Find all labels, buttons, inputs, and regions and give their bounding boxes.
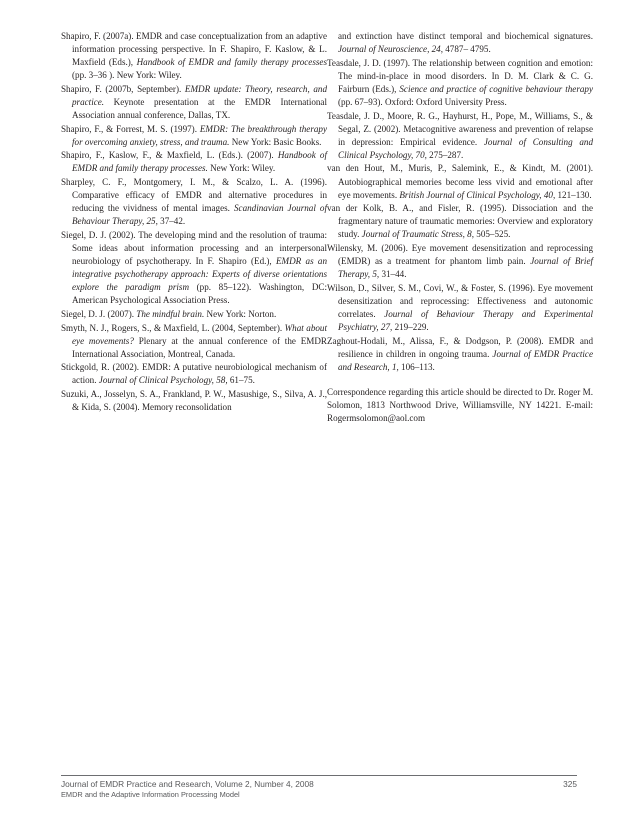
reference-entry: Shapiro, F., Kaslow, F., & Maxfield, L. (Eds.). (2007). Handbook of EMDR and family therapy processes. New York: Wiley. <box>61 150 328 174</box>
journal-citation: Journal of EMDR Practice and Research, Volume 2, Number 4, 2008 <box>61 779 314 789</box>
reference-entry: Wilson, D., Silver, S. M., Covi, W., & Foster, S. (1996). Eye movement desensitization and reprocessing: Effectiveness and autonomic correlates. Journal of Behaviour Therapy and Experimental Psychiatry, 27, 219–229. <box>327 282 593 333</box>
reference-entry: Zaghout-Hodali, M., Alissa, F., & Dodgson, P. (2008). EMDR and resilience in children in ongoing trauma. Journal of EMDR Practice and Research, 1, 106–113. <box>327 335 593 372</box>
reference-entry: Sharpley, C. F., Montgomery, I. M., & Scalzo, L. A. (1996). Comparative efficacy of EMDR and alternative procedures in reducing the vividness of mental images. Scandinavian Journal of Behaviour Therapy, 25, 37–42. <box>61 177 327 227</box>
reference-entry: Teasdale, J. D., Moore, R. G., Hayhurst, H., Pope, M., Williams, S., & Segal, Z. (2002). Metacognitive awareness and prevention of relapse in depression: Empirical evidence. Journal of Consulting and Clinical Psychology, 70, 275–287. <box>327 110 593 160</box>
reference-entry: Wilensky, M. (2006). Eye movement desensitization and reprocessing (EMDR) as a treatment for phantom limb pain. Journal of Brief Therapy, 5, 31–44. <box>327 243 594 280</box>
reference-entry: Smyth, N. J., Rogers, S., & Maxfield, L. (2004, September). What about eye movements? Plenary at the annual conference of the EMDR International Association, Montreal, Canada. <box>61 322 328 359</box>
reference-entry: Shapiro, F. (2007a). EMDR and case conceptualization from an adaptive information processing perspective. In F. Shapiro, F. Kaslow, & L. Maxfield (Eds.), Handbook of EMDR and family therapy processes (pp. 3–36 ). New York: Wiley. <box>61 31 327 81</box>
reference-entry: Siegel, D. J. (2002). The developing mind and the resolution of trauma: Some ideas about information processing and an interpersonal neurobiology of psychotherapy. In F. Shapiro (Ed.), EMDR as an integrative psychotherapy approach: Experts of diverse orientations explore the paradigm prism (pp. 85–122). Washington, DC: American Psychological Association Press. <box>61 229 327 306</box>
running-title: EMDR and the Adaptive Information Processing Model <box>61 790 240 799</box>
reference-entry: van den Hout, M., Muris, P., Salemink, E., & Kindt, M. (2001). Autobiographical memories become less vivid and emotional after eye movements. British Journal of Clinical Psychology, 40, 121–130. <box>327 163 593 200</box>
page-footer <box>61 775 577 800</box>
page-number: 325 <box>563 779 577 789</box>
correspondence-note: Correspondence regarding this article should be directed to Dr. Roger M. Solomon, 1813 Northwood Drive, Williamsville, NY 14221. E-mail: Rogermsolomon@aol.com <box>327 386 593 424</box>
reference-entry: Teasdale, J. D. (1997). The relationship between cognition and emotion: The mind-in-place in mood disorders. In D. M. Clark & C. G. Fairburn (Eds.), Science and practice of cognitive behaviour therapy (pp. 67–93). Oxford: Oxford University Press. <box>327 57 593 107</box>
reference-entry: Shapiro, F., & Forrest, M. S. (1997). EMDR: The breakthrough therapy for overcoming anxiety, stress, and trauma. New York: Basic Books. <box>61 123 327 147</box>
reference-entry: van der Kolk, B. A., and Fisler, R. (1995). Dissociation and the fragmentary nature of traumatic memories: Overview and exploratory study. Journal of Traumatic Stress, 8, 505–525. <box>327 203 593 240</box>
reference-entry: Stickgold, R. (2002). EMDR: A putative neurobiological mechanism of action. Journal of Clinical Psychology, 58, 61–75. <box>61 362 327 386</box>
reference-entry-continued: and extinction have distinct temporal and biochemical signatures. Journal of Neuroscience, 24, 4787– 4795. <box>338 31 593 55</box>
reference-entry: Shapiro, F. (2007b, September). EMDR update: Theory, research, and practice. Keynote presentation at the EMDR International Association annual conference, Dallas, TX. <box>61 83 327 121</box>
references-right-column <box>327 30 593 434</box>
references-left-column <box>61 30 327 415</box>
reference-entry: Suzuki, A., Josselyn, S. A., Frankland, P. W., Masushige, S., Silva, A. J., & Kida, S. (2004). Memory reconsolidation <box>61 389 327 413</box>
reference-entry: Siegel, D. J. (2007). The mindful brain. New York: Norton. <box>61 308 277 319</box>
